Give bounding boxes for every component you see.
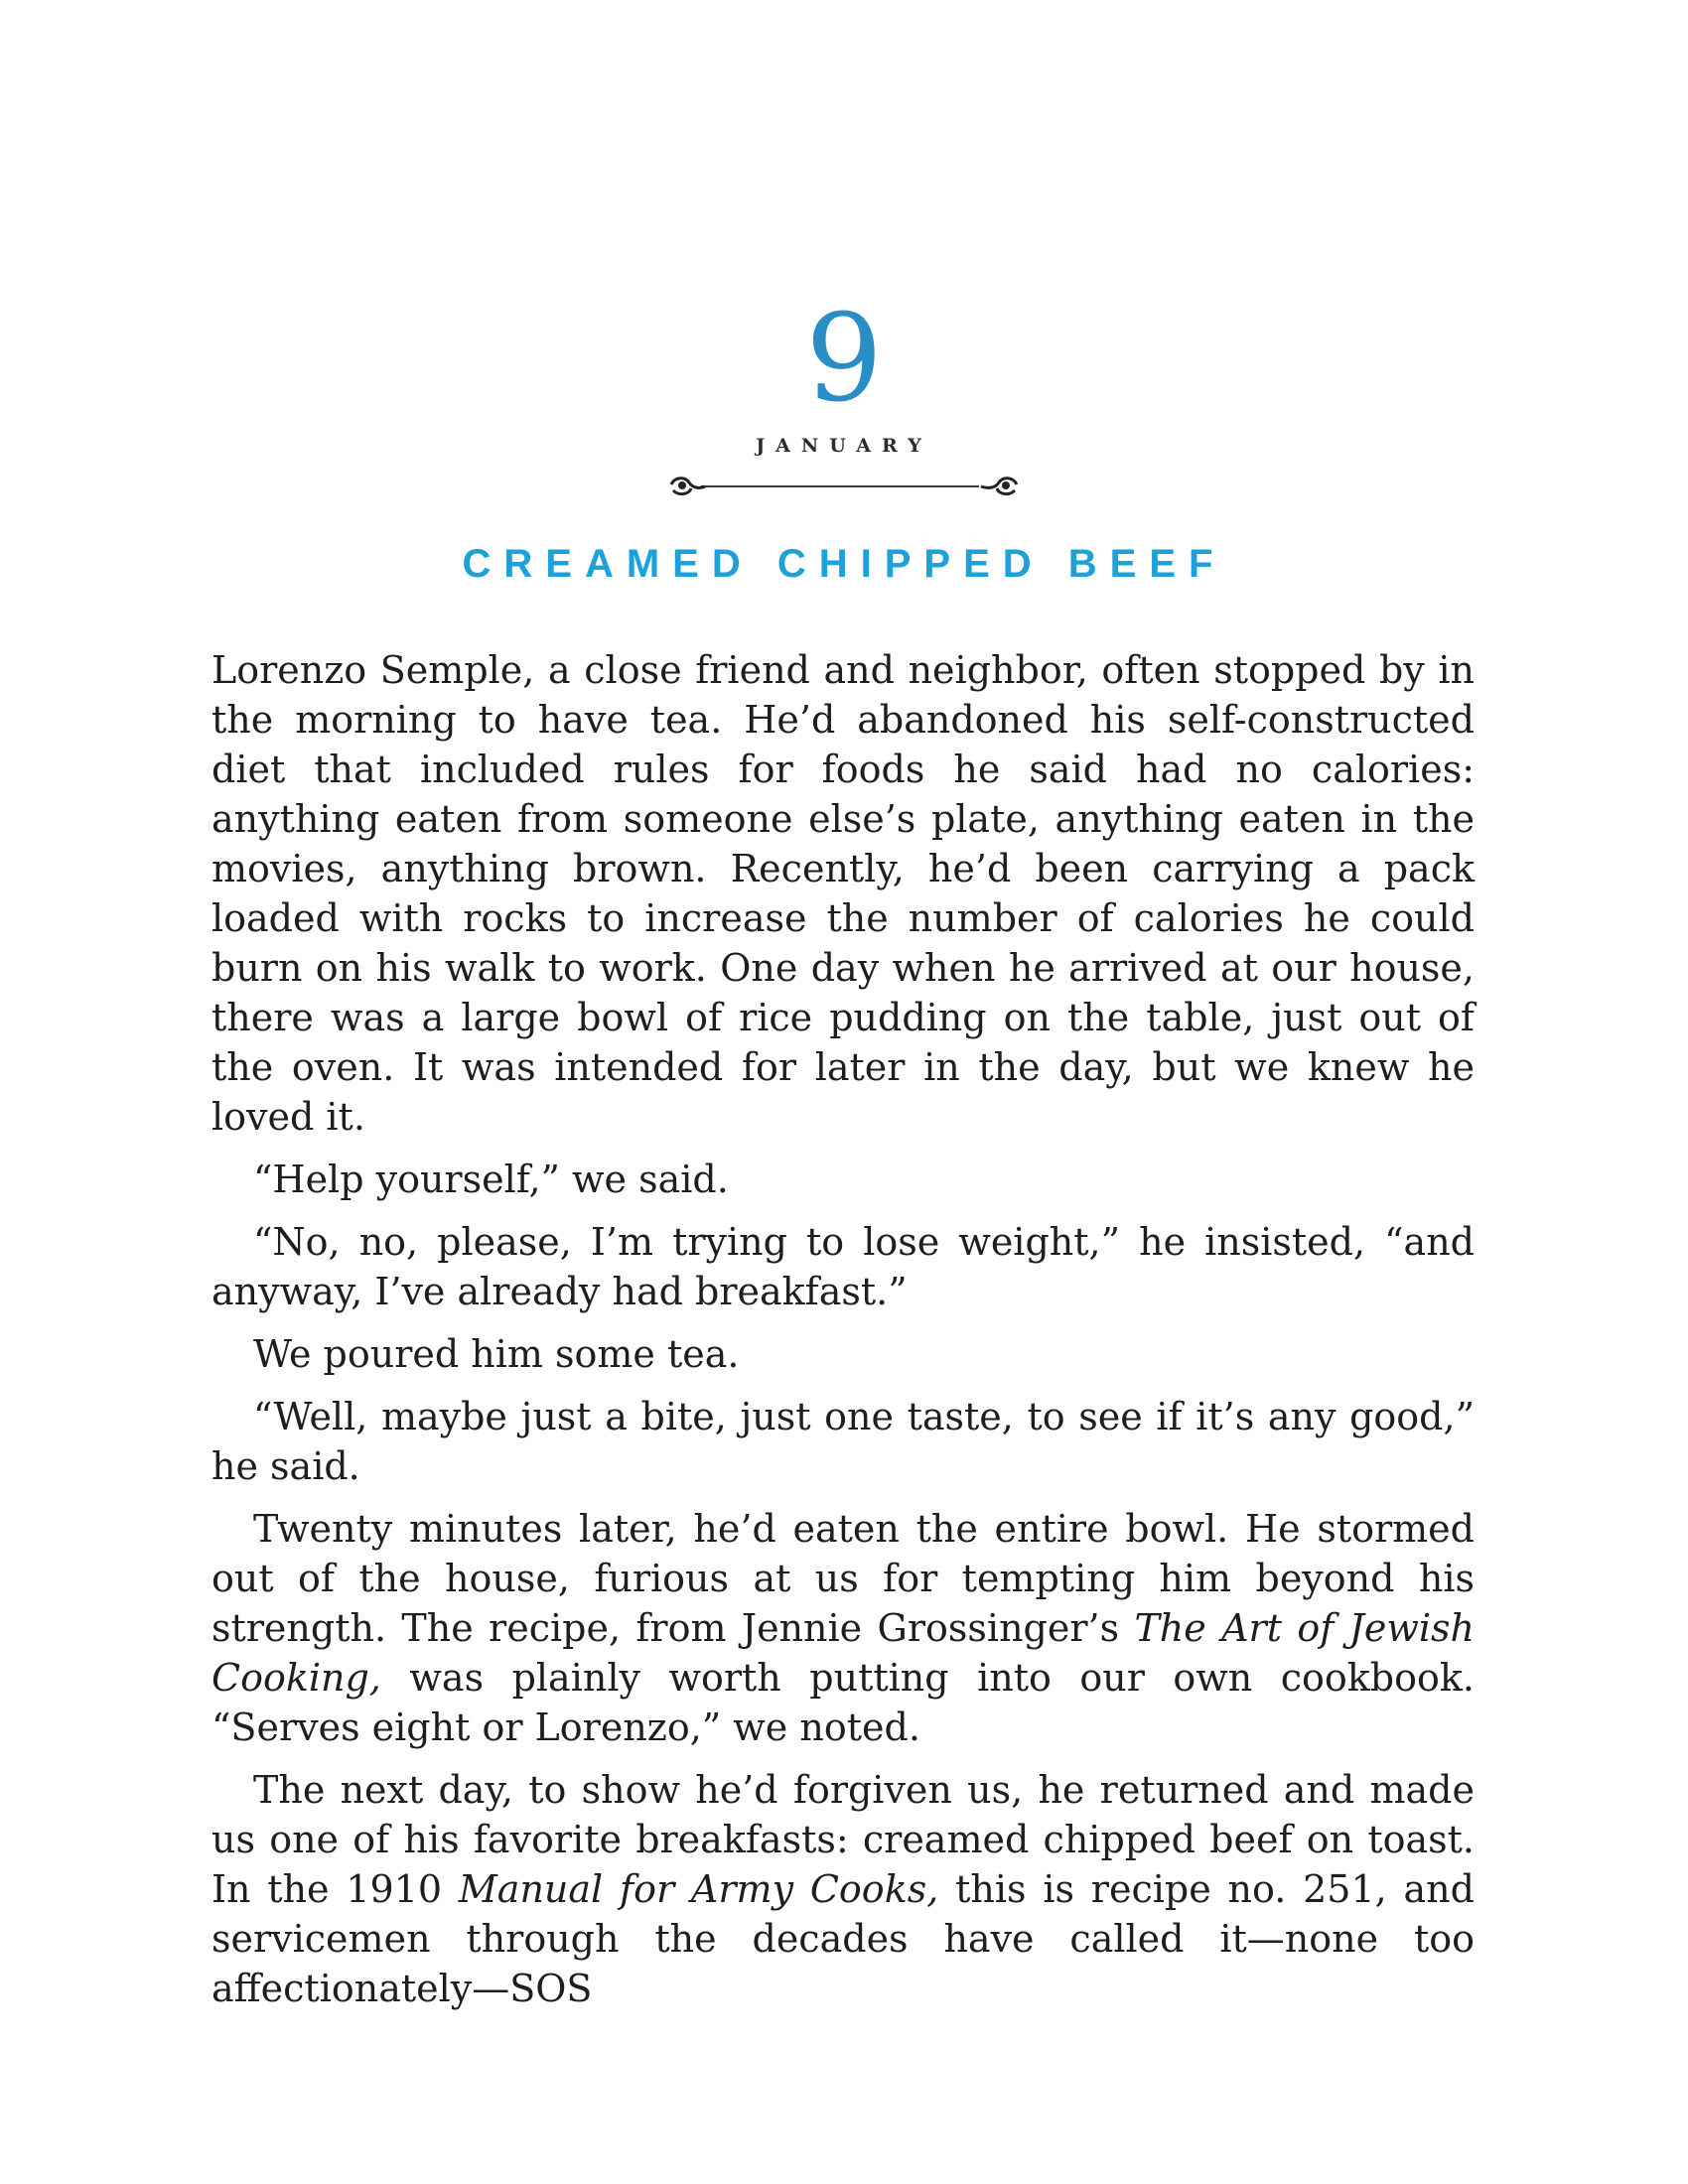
paragraph-2: “Help yourself,” we said. — [253, 1158, 729, 1201]
book-title-manual-for-army-cooks: Manual for Army Cooks, — [458, 1867, 939, 1911]
paragraph-5: “Well, maybe just a bite, just one taste, to see if it’s any good,” he said. — [211, 1395, 1475, 1488]
paragraph-7 — [211, 1765, 1475, 2013]
paragraph-4: We poured him some tea. — [253, 1332, 740, 1376]
day-number: 9 — [805, 288, 883, 429]
book-title-art-of-jewish-cooking: The Art of Jewish Cooking, — [211, 1606, 1475, 1700]
paragraph-6 — [211, 1504, 1475, 1752]
body-text — [211, 645, 1475, 2026]
paragraph-6-text-after: was plainly worth putting into our own cookbook. “Serves eight or Lorenzo,” we noted. — [211, 1656, 1475, 1749]
ornament-divider — [665, 467, 1023, 506]
paragraph-7-text-before: The next day, to show he’d forgiven us, he returned and made us one of his favorite breakfasts: creamed chipped beef on toast. In the 1910 — [211, 1768, 1475, 1911]
paragraph-7-text-after: this is recipe no. 251, and servicemen through the decades have called it—none too affectionately—SOS — [211, 1867, 1475, 2010]
paragraph-1: Lorenzo Semple, a close friend and neighbor, often stopped by in the morning to have tea. He’d abandoned his self-constructed diet that included rules for foods he said had no calories: anything eaten from someone else’s plate, anything eaten in the movies, anything brown. Recently, he’d been carrying a pack loaded with rocks to increase the number of calories he could burn on his walk to work. One day when he arrived at our house, there was a large bowl of rice pudding on the table, just out of the oven. It was intended for later in the day, but we knew he loved it. — [211, 648, 1475, 1139]
paragraph-3: “No, no, please, I’m trying to lose weight,” he insisted, “and anyway, I’ve already had breakfast.” — [211, 1220, 1475, 1313]
recipe-title: CREAMED CHIPPED BEEF — [462, 542, 1226, 586]
month-name: JANUARY — [756, 435, 932, 457]
paragraph-6-text-before: Twenty minutes later, he’d eaten the entire bowl. He stormed out of the house, furious at us for tempting him beyond his strength. The recipe, from Jennie Grossinger’s — [211, 1507, 1475, 1650]
